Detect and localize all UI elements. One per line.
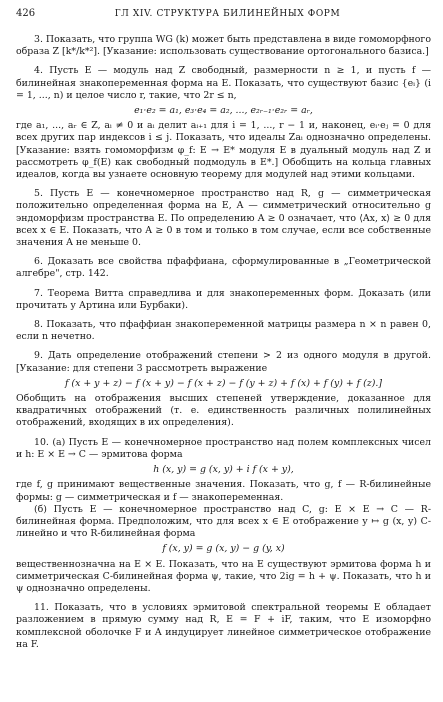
running-title: ГЛ XIV. СТРУКТУРА БИЛИНЕЙНЫХ ФОРМ	[114, 9, 341, 19]
exercise-10	[16, 437, 431, 595]
formula: e₁·e₂ = a₁, e₃·e₄ = a₂, ..., e₂ᵣ₋₁·e₂ᵣ = aᵣ,	[134, 105, 313, 117]
exercise-text: 10. (а) Пусть E — конечномерное пространство над полем комплексных чисел и h: E × E → C — эрмитова форма	[16, 436, 431, 460]
exercise-7	[16, 288, 431, 312]
exercise-4	[16, 65, 431, 181]
exercise-text: Обобщить на отображения высших степеней утверждение, доказанное для квадратичных отображений (т. е. единственность различных полилинейных отображений, входящих в их определения).	[16, 393, 431, 429]
exercise-text: где a₁, ..., aᵣ ∈ Z, aᵢ ≠ 0 и aᵢ делит aᵢ₊₁ для i = 1, ..., r − 1 и, наконец, eᵢ·eⱼ = 0 для всех других пар индексов i ≤ j. Показать, что идеалы Zaᵢ однозначно определены. [Указание: взять гомоморфизм φ_f: E → E* модуля E в дуальный модуль над Z и рассмотреть φ_f(E) как свободный подмодуль в E*.] Обобщить на кольца главных идеалов, когда вы узнаете основную теорему для модулей над этими кольцами.	[16, 120, 431, 181]
exercise-9	[16, 350, 431, 429]
exercise-text: 3. Показать, что группа WG (k) может быть представлена в виде гомоморфного образа Z [k*/k*²]. [Указание: использовать существование ортогонального базиса.]	[16, 34, 431, 58]
formula: f (x + y + z) − f (x + y) − f (x + z) − f (y + z) + f (x) + f (y) + f (z).]	[64, 377, 383, 389]
exercise-text: (б) Пусть E — конечномерное пространство над C, g: E × E → C — R-билинейная форма. Предположим, что для всех x ∈ E отображение y ↦ g (x, y) C-линейно и что R-билинейная форма	[16, 503, 431, 540]
formula: h (x, y) = g (x, y) + i f (x + y),	[153, 464, 294, 476]
exercise-6	[16, 256, 431, 280]
exercise-11	[16, 602, 431, 651]
formula: f (x, y) = g (x, y) − g (y, x)	[162, 543, 285, 555]
exercise-text: 8. Показать, что пфаффиан знакопеременной матрицы размера n × n равен 0, если n нечетно.	[16, 319, 431, 343]
exercise-text: 7. Теорема Витта справедлива и для знакопеременных форм. Доказать (или прочитать у Артина или Бурбаки).	[16, 287, 431, 311]
exercise-text: 4. Пусть E — модуль над Z свободный, размерности n ≥ 1, и пусть f — билинейная знакопеременная форма на E. Показать, что существуют базис {eᵢ} (i = 1, ..., n) и целое число r, такие, что 2r ≤ n,	[16, 65, 431, 101]
exercise-text: где f, g принимают вещественные значения. Показать, что g, f — R-билинейные формы: g — симметрическая и f — знакопеременная.	[16, 479, 431, 503]
page-header	[16, 8, 431, 22]
page-number: 426	[16, 8, 36, 19]
exercise-3	[16, 34, 431, 58]
exercise-text: 9. Дать определение отображений степени > 2 из одного модуля в другой. [Указание: для степени 3 рассмотреть выражение	[16, 350, 431, 374]
exercise-text: вещественнозначна на E × E. Показать, что на E существуют эрмитова форма h и симметрическая C-билинейная форма ψ, такие, что 2ig = h + ψ. Показать, что h и ψ однозначно определены.	[16, 558, 431, 594]
exercise-5	[16, 188, 431, 249]
exercise-text: 11. Показать, что в условиях эрмитовой спектральной теоремы E обладает разложением в прямую сумму над R, E = F + iF, таким, что E изоморфно комплексной оболочке F и A индуцирует линейное симметрическое отображение на F.	[16, 602, 431, 650]
exercise-text: 5. Пусть E — конечномерное пространство над R, g — симметрическая положительно определенная форма на E, A — симметрический относительно g эндоморфизм пространства E. По определению A ≥ 0 означает, что ⟨Ax, x⟩ ≥ 0 для всех x ∈ E. Показать, что A ≥ 0 в том и только в том случае, если все собственные значения A не меньше 0.	[16, 188, 431, 249]
exercise-text: 6. Доказать все свойства пфаффиана, сформулированные в „Геометрической алгебре", стр. 142.	[16, 256, 431, 280]
exercise-8	[16, 319, 431, 343]
